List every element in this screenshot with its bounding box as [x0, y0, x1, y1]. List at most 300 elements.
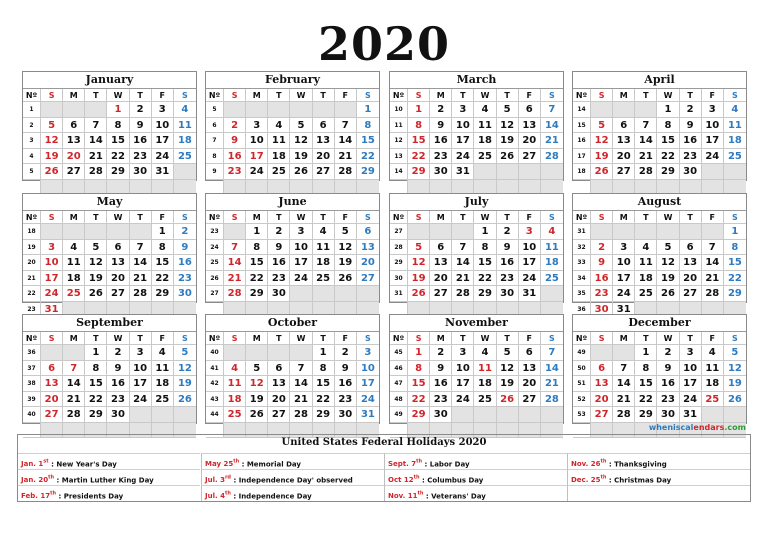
day-cell: 15: [246, 255, 268, 271]
day-cell: 7: [130, 240, 152, 256]
week-number: 6: [206, 118, 224, 134]
website-part-3: .com: [724, 423, 746, 432]
week-number: 9: [206, 164, 224, 180]
holiday-date: Jan. 20th: [21, 475, 55, 485]
day-cell: 8: [657, 118, 679, 134]
month-june: [205, 193, 380, 303]
weekday-header: F: [519, 332, 541, 345]
day-cell: 7: [290, 361, 312, 377]
weekday-header: M: [63, 211, 85, 224]
week-number: 30: [390, 271, 408, 287]
day-cell: 28: [613, 407, 635, 423]
empty-day-cell: [41, 345, 63, 361]
day-cell: 8: [635, 361, 657, 377]
day-cell: 10: [452, 361, 474, 377]
month-grid: [23, 89, 196, 195]
week-number: 35: [573, 286, 591, 302]
day-cell: 10: [357, 361, 379, 377]
week-number-header: Nº: [23, 89, 41, 102]
holiday-date: Nov. 26th: [571, 459, 607, 469]
day-cell: 29: [85, 407, 107, 423]
weekday-header: T: [452, 89, 474, 102]
day-cell: 10: [613, 255, 635, 271]
day-cell: 23: [174, 271, 196, 287]
day-cell: 13: [41, 376, 63, 392]
day-cell: 14: [452, 255, 474, 271]
day-cell: 12: [657, 255, 679, 271]
day-cell: 23: [335, 392, 357, 408]
day-cell: 3: [680, 345, 702, 361]
day-cell: 18: [541, 255, 563, 271]
day-cell: 13: [313, 133, 335, 149]
month-grid: [573, 211, 746, 317]
week-number: 33: [573, 255, 591, 271]
day-cell: 20: [63, 149, 85, 165]
weekday-header: M: [430, 211, 452, 224]
week-number: 40: [206, 345, 224, 361]
day-cell: 6: [63, 118, 85, 134]
day-cell: 14: [130, 255, 152, 271]
day-cell: 7: [635, 118, 657, 134]
day-cell: 24: [152, 149, 174, 165]
weekday-header: W: [290, 89, 312, 102]
holiday-date-suffix: th: [413, 475, 420, 481]
day-cell: 16: [268, 255, 290, 271]
day-cell: 15: [408, 376, 430, 392]
week-number: 12: [390, 133, 408, 149]
month-grid: [23, 332, 196, 438]
weekday-header: M: [613, 89, 635, 102]
day-cell: 26: [497, 149, 519, 165]
holiday-column: [18, 453, 200, 501]
month-grid: [206, 89, 379, 195]
day-cell: 17: [246, 149, 268, 165]
weekday-header: T: [313, 211, 335, 224]
day-cell: 6: [680, 240, 702, 256]
day-cell: 22: [408, 149, 430, 165]
day-cell: 21: [635, 149, 657, 165]
day-cell: 17: [152, 133, 174, 149]
day-cell: 1: [313, 345, 335, 361]
weekday-header: M: [246, 211, 268, 224]
weekday-header: T: [268, 89, 290, 102]
week-number: 37: [23, 361, 41, 377]
day-cell: 27: [357, 271, 379, 287]
weekday-header: W: [657, 211, 679, 224]
day-cell: 28: [541, 149, 563, 165]
day-cell: 4: [224, 361, 246, 377]
week-number: 29: [390, 255, 408, 271]
month-name: April: [573, 72, 746, 89]
weekday-header: W: [657, 332, 679, 345]
weekday-header: T: [635, 89, 657, 102]
week-number: 31: [573, 224, 591, 240]
day-cell: 13: [430, 255, 452, 271]
day-cell: 6: [313, 118, 335, 134]
day-cell: 23: [591, 286, 613, 302]
empty-day-cell: [152, 407, 174, 423]
day-cell: 18: [63, 271, 85, 287]
day-cell: 16: [174, 255, 196, 271]
day-cell: 7: [541, 102, 563, 118]
day-cell: 22: [246, 271, 268, 287]
day-cell: 19: [41, 149, 63, 165]
weekday-header: M: [246, 332, 268, 345]
day-cell: 25: [268, 164, 290, 180]
day-cell: 3: [130, 345, 152, 361]
day-cell: 29: [635, 407, 657, 423]
day-cell: 15: [657, 133, 679, 149]
day-cell: 17: [41, 271, 63, 287]
week-number-header: Nº: [390, 89, 408, 102]
day-cell: 14: [702, 255, 724, 271]
month-october: [205, 314, 380, 424]
day-cell: 20: [613, 149, 635, 165]
holiday-date-suffix: st: [43, 459, 49, 465]
weekday-header: S: [591, 332, 613, 345]
day-cell: 14: [335, 133, 357, 149]
empty-day-cell: [174, 407, 196, 423]
day-cell: 26: [174, 392, 196, 408]
holiday-name: : Independence Day' observed: [231, 476, 353, 485]
day-cell: 17: [130, 376, 152, 392]
holidays-box: [17, 423, 751, 502]
weekday-header: F: [519, 89, 541, 102]
day-cell: 29: [408, 407, 430, 423]
weekday-header: T: [85, 332, 107, 345]
day-cell: 26: [591, 164, 613, 180]
year-title: 2020: [317, 17, 451, 71]
weekday-header: S: [591, 211, 613, 224]
holiday-name: : New Year's Day: [48, 460, 117, 469]
weekday-header: F: [335, 89, 357, 102]
holiday-name: : Labor Day: [422, 460, 470, 469]
week-number-header: Nº: [573, 89, 591, 102]
day-cell: 22: [313, 392, 335, 408]
day-cell: 14: [541, 118, 563, 134]
day-cell: 4: [541, 224, 563, 240]
day-cell: 4: [724, 102, 746, 118]
weekday-header: S: [408, 211, 430, 224]
week-number: 23: [206, 224, 224, 240]
day-cell: 26: [41, 164, 63, 180]
day-cell: 25: [474, 149, 496, 165]
week-number-header: Nº: [390, 332, 408, 345]
day-cell: 15: [408, 133, 430, 149]
weekday-header: T: [452, 332, 474, 345]
day-cell: 25: [152, 392, 174, 408]
day-cell: 12: [335, 240, 357, 256]
day-cell: 7: [452, 240, 474, 256]
weekday-header: F: [702, 89, 724, 102]
empty-day-cell: [85, 224, 107, 240]
holiday-column: [384, 453, 567, 501]
day-cell: 18: [268, 149, 290, 165]
week-number: 44: [206, 407, 224, 423]
day-cell: 27: [430, 286, 452, 302]
weekday-header: S: [408, 332, 430, 345]
week-number: 13: [390, 149, 408, 165]
day-cell: 13: [63, 133, 85, 149]
empty-day-cell: [474, 164, 496, 180]
day-cell: 19: [497, 133, 519, 149]
day-cell: 18: [313, 255, 335, 271]
day-cell: 17: [452, 376, 474, 392]
day-cell: 8: [474, 240, 496, 256]
day-cell: 19: [657, 271, 679, 287]
empty-day-cell: [290, 102, 312, 118]
weekday-header: S: [357, 332, 379, 345]
day-cell: 18: [152, 376, 174, 392]
day-cell: 4: [63, 240, 85, 256]
day-cell: 27: [107, 286, 129, 302]
day-cell: 26: [85, 286, 107, 302]
day-cell: 18: [702, 376, 724, 392]
holiday-entry: [568, 453, 750, 469]
empty-day-cell: [724, 407, 746, 423]
holiday-column: [201, 453, 384, 501]
month-grid: [206, 211, 379, 317]
weekday-header: S: [224, 332, 246, 345]
week-number: 23: [23, 302, 41, 318]
weekday-header: M: [430, 332, 452, 345]
day-cell: 11: [152, 361, 174, 377]
empty-day-cell: [85, 102, 107, 118]
empty-day-cell: [63, 224, 85, 240]
weekday-header: S: [224, 89, 246, 102]
holiday-date-suffix: th: [600, 459, 607, 465]
holiday-name: : Columbus Day: [419, 476, 484, 485]
weekday-header: F: [335, 211, 357, 224]
day-cell: 12: [246, 376, 268, 392]
holiday-entry: [18, 469, 200, 485]
day-cell: 16: [107, 376, 129, 392]
weekday-header: T: [635, 332, 657, 345]
day-cell: 4: [474, 102, 496, 118]
month-name: September: [23, 315, 196, 332]
day-cell: 31: [452, 164, 474, 180]
day-cell: 15: [724, 255, 746, 271]
day-cell: 9: [174, 240, 196, 256]
day-cell: 6: [268, 361, 290, 377]
website-part-2: endars: [693, 423, 725, 432]
week-number: 47: [390, 376, 408, 392]
holiday-date-suffix: th: [50, 491, 57, 497]
day-cell: 5: [290, 118, 312, 134]
empty-day-cell: [174, 164, 196, 180]
week-number: 4: [23, 149, 41, 165]
day-cell: 30: [268, 286, 290, 302]
day-cell: 18: [474, 376, 496, 392]
holiday-name: : Thanksgiving: [606, 460, 667, 469]
day-cell: 9: [591, 255, 613, 271]
empty-day-cell: [452, 224, 474, 240]
week-number: 17: [573, 149, 591, 165]
day-cell: 1: [408, 102, 430, 118]
day-cell: 22: [724, 271, 746, 287]
weekday-header: S: [541, 211, 563, 224]
week-number: 14: [573, 102, 591, 118]
day-cell: 14: [635, 133, 657, 149]
empty-day-cell: [246, 345, 268, 361]
day-cell: 2: [680, 102, 702, 118]
weekday-header: W: [474, 89, 496, 102]
day-cell: 12: [497, 118, 519, 134]
day-cell: 10: [680, 361, 702, 377]
day-cell: 1: [724, 224, 746, 240]
weekday-header: S: [357, 89, 379, 102]
day-cell: 4: [474, 345, 496, 361]
day-cell: 8: [313, 361, 335, 377]
day-cell: 10: [519, 240, 541, 256]
day-cell: 11: [474, 361, 496, 377]
day-cell: 24: [130, 392, 152, 408]
weekday-header: F: [152, 211, 174, 224]
weekday-header: S: [541, 332, 563, 345]
day-cell: 24: [246, 164, 268, 180]
week-number: 27: [390, 224, 408, 240]
holiday-entry: [18, 453, 200, 469]
weekday-header: F: [519, 211, 541, 224]
day-cell: 1: [357, 102, 379, 118]
day-cell: 13: [357, 240, 379, 256]
weekday-header: S: [724, 89, 746, 102]
day-cell: 5: [591, 118, 613, 134]
day-cell: 16: [430, 376, 452, 392]
day-cell: 23: [224, 164, 246, 180]
day-cell: 21: [702, 271, 724, 287]
empty-day-cell: [702, 164, 724, 180]
weekday-header: S: [41, 89, 63, 102]
week-number-header: Nº: [206, 211, 224, 224]
empty-day-cell: [635, 102, 657, 118]
empty-day-cell: [452, 407, 474, 423]
week-number-header: Nº: [390, 211, 408, 224]
day-cell: 27: [613, 164, 635, 180]
weekday-header: W: [107, 332, 129, 345]
day-cell: 19: [246, 392, 268, 408]
day-cell: 21: [541, 133, 563, 149]
empty-day-cell: [519, 164, 541, 180]
day-cell: 1: [152, 224, 174, 240]
holiday-date: Feb. 17th: [21, 491, 57, 501]
week-number: 21: [23, 271, 41, 287]
day-cell: 3: [702, 102, 724, 118]
week-number-header: Nº: [23, 332, 41, 345]
empty-day-cell: [41, 224, 63, 240]
day-cell: 12: [497, 361, 519, 377]
day-cell: 19: [497, 376, 519, 392]
month-february: [205, 71, 380, 181]
day-cell: 21: [452, 271, 474, 287]
empty-day-cell: [497, 407, 519, 423]
day-cell: 11: [268, 133, 290, 149]
day-cell: 30: [335, 407, 357, 423]
day-cell: 24: [680, 392, 702, 408]
empty-day-cell: [130, 224, 152, 240]
day-cell: 7: [702, 240, 724, 256]
day-cell: 30: [657, 407, 679, 423]
day-cell: 5: [497, 102, 519, 118]
day-cell: 15: [357, 133, 379, 149]
day-cell: 11: [474, 118, 496, 134]
day-cell: 18: [174, 133, 196, 149]
week-number: 3: [23, 133, 41, 149]
day-cell: 16: [680, 133, 702, 149]
day-cell: 28: [290, 407, 312, 423]
day-cell: 26: [290, 164, 312, 180]
day-cell: 16: [497, 255, 519, 271]
week-number: 19: [23, 240, 41, 256]
empty-day-cell: [702, 407, 724, 423]
weekday-header: W: [290, 332, 312, 345]
day-cell: 29: [657, 164, 679, 180]
holiday-name: : Memorial Day: [239, 460, 301, 469]
holiday-date-suffix: th: [416, 459, 423, 465]
empty-day-cell: [130, 407, 152, 423]
weekday-header: T: [130, 89, 152, 102]
month-grid: [390, 211, 563, 317]
day-cell: 22: [635, 392, 657, 408]
holiday-date-suffix: rd: [224, 475, 232, 481]
weekday-header: T: [268, 211, 290, 224]
day-cell: 21: [290, 392, 312, 408]
day-cell: 16: [657, 376, 679, 392]
weekday-header: M: [430, 89, 452, 102]
empty-day-cell: [63, 102, 85, 118]
weekday-header: T: [130, 211, 152, 224]
day-cell: 5: [174, 345, 196, 361]
week-number: 41: [206, 361, 224, 377]
day-cell: 10: [702, 118, 724, 134]
week-number: 40: [23, 407, 41, 423]
holiday-name: : Presidents Day: [56, 492, 124, 501]
holiday-date: Jan. 1st: [21, 459, 49, 469]
day-cell: 25: [541, 271, 563, 287]
empty-day-cell: [635, 224, 657, 240]
day-cell: 28: [702, 286, 724, 302]
week-number: 42: [206, 376, 224, 392]
empty-day-cell: [541, 286, 563, 302]
holiday-date-suffix: th: [417, 491, 424, 497]
weekday-header: M: [63, 332, 85, 345]
holiday-date: Nov. 11th: [388, 491, 424, 501]
empty-day-cell: [335, 286, 357, 302]
website-link[interactable]: [649, 423, 746, 432]
day-cell: 14: [290, 376, 312, 392]
day-cell: 13: [613, 133, 635, 149]
empty-day-cell: [657, 224, 679, 240]
empty-day-cell: [591, 224, 613, 240]
day-cell: 21: [63, 392, 85, 408]
holiday-entry: [568, 485, 750, 501]
empty-day-cell: [268, 345, 290, 361]
day-cell: 21: [224, 271, 246, 287]
empty-day-cell: [497, 164, 519, 180]
day-cell: 4: [174, 102, 196, 118]
weekday-header: W: [290, 211, 312, 224]
day-cell: 2: [657, 345, 679, 361]
holiday-entry: [385, 469, 567, 485]
weekday-header: F: [335, 332, 357, 345]
weekday-header: T: [268, 332, 290, 345]
day-cell: 21: [335, 149, 357, 165]
day-cell: 30: [430, 407, 452, 423]
day-cell: 20: [519, 376, 541, 392]
day-cell: 6: [107, 240, 129, 256]
day-cell: 11: [224, 376, 246, 392]
weekday-header: S: [724, 332, 746, 345]
